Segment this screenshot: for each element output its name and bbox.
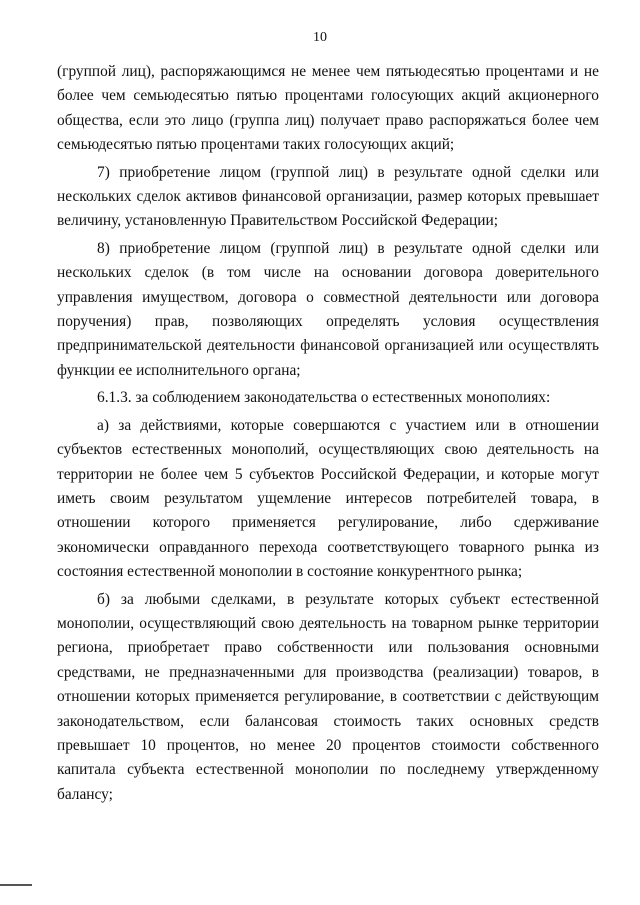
document-body (57, 60, 599, 807)
paragraph-item-b: б) за любыми сделками, в результате которых субъект естественной монополии, осуществляющий свою деятельность на товарном рынке территории региона, приобретает право собственности или пользования основными средствами, не предназначенными для производства (реализации) товаров, в отношении которых применяется регулирование, в соответствии с действующим законодательством, если балансовая стоимость таких основных средств превышает 10 процентов, но менее 20 процентов стоимости собственного капитала субъекта естественной монополии по последнему утвержденному балансу; (57, 590, 599, 803)
paragraph-item-7: 7) приобретение лицом (группой лиц) в результате одной сделки или нескольких сделок активов финансовой организации, размер которых превышает величину, установленную Правительством Российской Федерации; (57, 163, 599, 230)
paragraph-item-a: а) за действиями, которые совершаются с участием или в отношении субъектов естественных монополий, осуществляющих свою деятельность на территории не более чем 5 субъектов Российской Федерации, и которые могут иметь своим результатом ущемление интересов потребителей товара, в отношении которого применяется регулирование, либо сдерживание экономически оправданного перехода соответствующего товарного рынка из состояния естественной монополии в состояние конкурентного рынка; (57, 416, 599, 581)
paragraph-continuation: (группой лиц), распоряжающимся не менее чем пятьюдесятью процентами и не более чем семьюдесятью пятью процентами голосующих акций акционерного общества, если это лицо (группа лиц) получает право распоряжаться более чем семьюдесятью пятью процентами таких голосующих акций; (57, 63, 599, 154)
page-number: 10 (313, 30, 327, 45)
paragraph-item-8: 8) приобретение лицом (группой лиц) в результате одной сделки или нескольких сделок (в том числе на основании договора доверительного управления имуществом, договора о совместной деятельности или договора поручения) прав, позволяющих определять условия осуществления предпринимательской деятельности финансовой организацией или осуществлять функции ее исполнительного органа; (57, 239, 599, 379)
paragraph-section-6-1-3: 6.1.3. за соблюдением законодательства о естественных монополиях: (97, 389, 551, 407)
scan-edge-mark (0, 884, 32, 886)
